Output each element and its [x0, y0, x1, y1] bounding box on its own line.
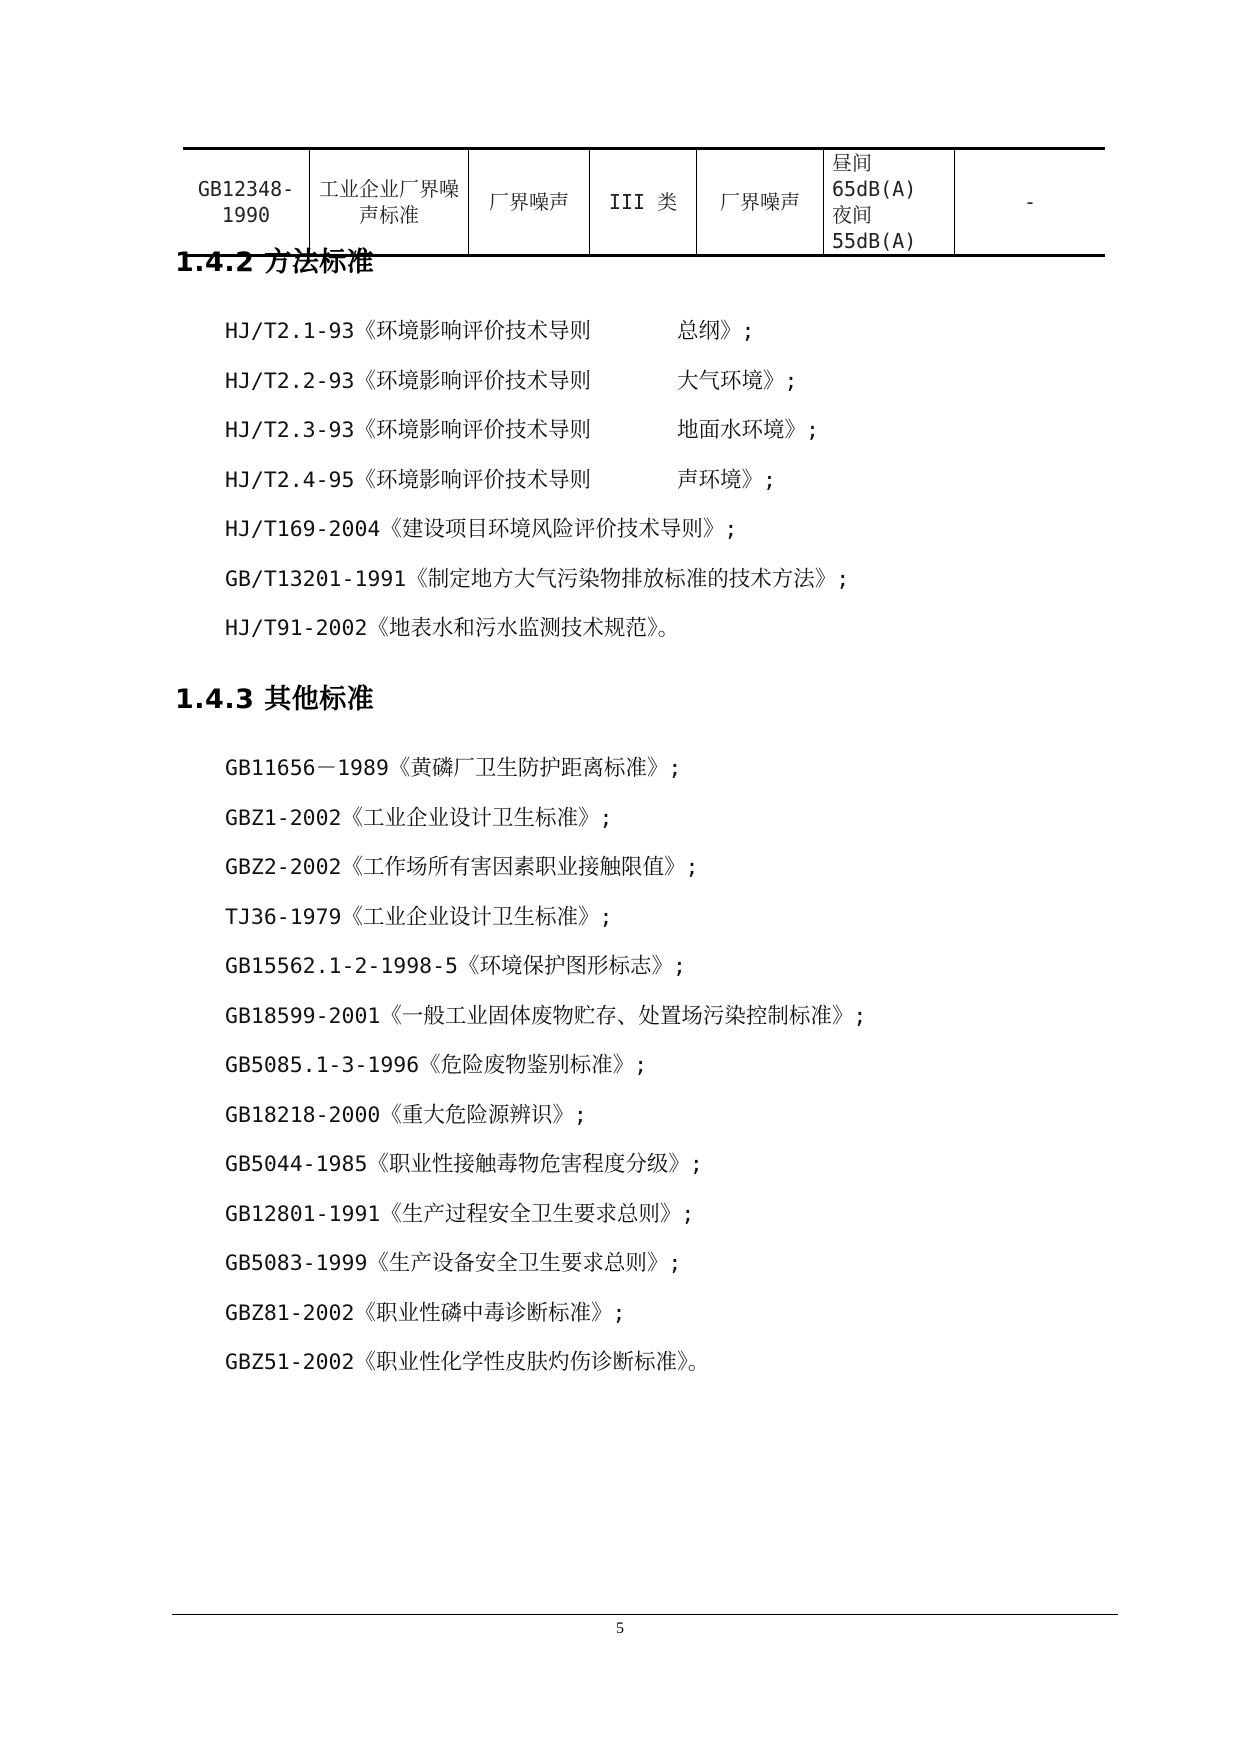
list-item — [225, 564, 849, 614]
other-standards-list — [225, 753, 866, 1397]
list-item — [225, 613, 849, 663]
reference-suffix: 声环境》; — [677, 467, 776, 493]
list-item — [225, 316, 849, 366]
list-item: GB11656－1989《黄磷厂卫生防护距离标准》; — [225, 756, 682, 781]
class-cell: III 类 — [590, 149, 697, 256]
limit-day: 昼间 65dB(A) — [832, 151, 917, 201]
reference-text: HJ/T2.2-93《环境影响评价技术导则 — [225, 368, 591, 394]
limit-night: 夜间 55dB(A) — [832, 203, 917, 253]
reference-text: GB/T13201-1991《制定地方大气污染物排放标准的技术方法》; — [225, 566, 850, 592]
standard-name-line2: 声标准 — [359, 203, 419, 227]
reference-suffix: 地面水环境》; — [677, 418, 819, 443]
reference-text: HJ/T2.1-93《环境影响评价技术导则 — [225, 319, 591, 344]
list-item — [225, 415, 849, 465]
footer-divider — [172, 1614, 1118, 1615]
list-item: GB5044-1985《职业性接触毒物危害程度分级》; — [225, 1152, 703, 1177]
method-standards-list — [225, 316, 849, 663]
list-item: GB5083-1999《生产设备安全卫生要求总则》; — [225, 1251, 682, 1276]
limit-cell — [824, 149, 955, 256]
section-heading-other-standards: 1.4.3 其他标准 — [175, 684, 375, 715]
list-item — [225, 465, 849, 515]
list-item: GB18599-2001《一般工业固体废物贮存、处置场污染控制标准》; — [225, 1003, 867, 1029]
reference-text: HJ/T169-2004《建设项目环境风险评价技术导则》; — [225, 517, 738, 542]
reference-suffix: 大气环境》; — [677, 368, 798, 394]
reference-text: HJ/T91-2002《地表水和污水监测技术规范》。 — [225, 616, 680, 641]
list-item — [225, 514, 849, 564]
list-item: GB18218-2000《重大危险源辨识》; — [225, 1102, 587, 1128]
list-item: GBZ81-2002《职业性磷中毒诊断标准》; — [225, 1300, 626, 1326]
list-item: TJ36-1979《工业企业设计卫生标准》; — [225, 904, 613, 930]
reference-text: HJ/T2.3-93《环境影响评价技术导则 — [225, 418, 591, 443]
standard-name-line1: 工业企业厂界噪 — [319, 177, 459, 201]
list-item: GB5085.1-3-1996《危险废物鉴别标准》; — [225, 1053, 648, 1078]
list-item: GBZ51-2002《职业性化学性皮肤灼伤诊断标准》。 — [225, 1350, 710, 1375]
other-cell: - — [955, 149, 1106, 256]
list-item — [225, 366, 849, 416]
reference-text: HJ/T2.4-95《环境影响评价技术导则 — [225, 467, 591, 493]
standard-code-cell: GB12348-1990 — [183, 149, 310, 256]
reference-suffix: 总纲》; — [677, 319, 755, 344]
list-item: GBZ2-2002《工作场所有害因素职业接触限值》; — [225, 855, 699, 880]
list-item: GB12801-1991《生产过程安全卫生要求总则》; — [225, 1201, 695, 1227]
area-cell: 厂界噪声 — [697, 149, 824, 256]
page-number: 5 — [616, 1620, 624, 1637]
list-item: GBZ1-2002《工业企业设计卫生标准》; — [225, 805, 613, 831]
section-heading-method-standards: 1.4.2 方法标准 — [175, 247, 375, 278]
factor-cell: 厂界噪声 — [469, 149, 590, 256]
list-item: GB15562.1-2-1998-5《环境保护图形标志》; — [225, 954, 686, 979]
